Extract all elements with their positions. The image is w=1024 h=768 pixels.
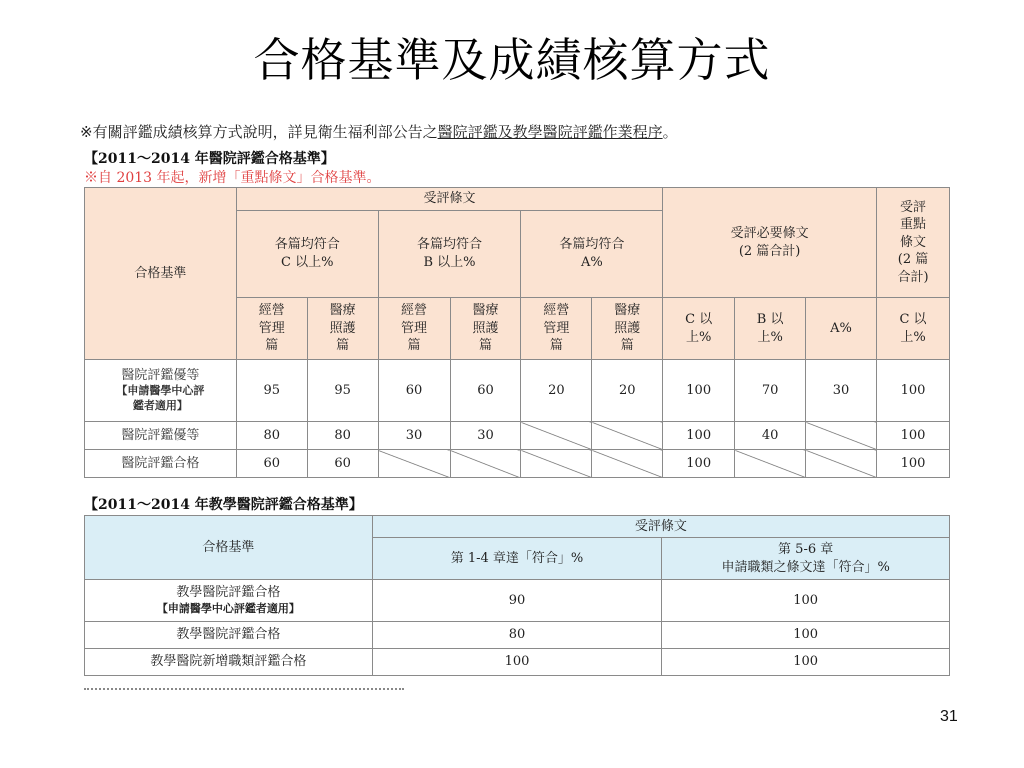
page-number: 31 (940, 708, 958, 725)
note-suffix: 。 (662, 123, 678, 141)
cell: 20 (521, 360, 592, 422)
all-c-above-header: 各篇均符合 C 以上% (236, 211, 378, 298)
cell: 80 (307, 422, 378, 450)
cell: 30 (806, 360, 877, 422)
cell: 60 (307, 450, 378, 478)
sub-header-c-above: C 以 上% (663, 298, 735, 360)
cell: 30 (450, 422, 521, 450)
cell: 90 (372, 580, 662, 622)
empty-cell (592, 422, 663, 450)
cell: 100 (877, 422, 950, 450)
cell: 100 (372, 649, 662, 676)
sub-header-care: 醫療 照護 篇 (307, 298, 378, 360)
sub-header-key-c-above: C 以 上% (877, 298, 950, 360)
row-label: 醫院評鑑優等 (85, 422, 237, 450)
cell: 100 (877, 360, 950, 422)
all-b-above-header: 各篇均符合 B 以上% (378, 211, 521, 298)
cell: 80 (372, 622, 662, 649)
chapter-5-6-header: 第 5-6 章 申請職類之條文達「符合」% (662, 538, 950, 580)
sub-header-management: 經營 管理 篇 (521, 298, 592, 360)
cell: 100 (877, 450, 950, 478)
cell: 60 (450, 360, 521, 422)
cell: 95 (307, 360, 378, 422)
table-row (85, 649, 950, 676)
criteria-header: 合格基準 (85, 188, 237, 360)
chapter-1-4-header: 第 1-4 章達「符合」% (372, 538, 662, 580)
note-prefix: ※有關評鑑成績核算方式說明，詳見衛生福利部公告之 (80, 123, 438, 141)
cropped-edge-divider (84, 688, 404, 693)
empty-cell (521, 450, 592, 478)
cell: 100 (663, 422, 735, 450)
row-label: 醫院評鑑優等 【申請醫學中心評 鑑者適用】 (85, 360, 237, 422)
all-a-header: 各篇均符合 A% (521, 211, 663, 298)
teaching-hospital-table (84, 515, 950, 676)
empty-cell (521, 422, 592, 450)
table-row (85, 622, 950, 649)
sub-header-care: 醫療 照護 篇 (450, 298, 521, 360)
procedure-link[interactable]: 醫院評鑑及教學醫院評鑑作業程序 (437, 123, 663, 141)
sub-header-a: A% (806, 298, 877, 360)
cell: 60 (236, 450, 307, 478)
key-clauses-header: 受評 重點 條文 (2 篇 合計) (877, 188, 950, 298)
key-clause-note: ※自 2013 年起，新增「重點條文」合格基準。 (84, 170, 381, 186)
teaching-hospital-criteria-heading: 【2011～2014 年教學醫院評鑑合格基準】 (84, 497, 363, 513)
cell: 100 (662, 649, 950, 676)
reviewed-clauses-header: 受評條文 (372, 516, 949, 538)
empty-cell (450, 450, 521, 478)
cell: 60 (378, 360, 450, 422)
explanation-note (80, 121, 678, 142)
row-label: 醫院評鑑合格 (85, 450, 237, 478)
table-row (85, 450, 950, 478)
empty-cell (592, 450, 663, 478)
reviewed-clauses-header: 受評條文 (236, 188, 662, 211)
row-label: 教學醫院評鑑合格 (85, 622, 373, 649)
cell: 100 (663, 360, 735, 422)
cell: 30 (378, 422, 450, 450)
mandatory-clauses-header: 受評必要條文 (2 篇合計) (663, 188, 877, 298)
empty-cell (378, 450, 450, 478)
cell: 100 (662, 580, 950, 622)
sub-header-management: 經營 管理 篇 (236, 298, 307, 360)
table-row (85, 360, 950, 422)
slide-title: 合格基準及成績核算方式 (253, 33, 771, 87)
cell: 40 (735, 422, 806, 450)
hospital-criteria-heading: 【2011～2014 年醫院評鑑合格基準】 (84, 151, 335, 167)
criteria-header: 合格基準 (85, 516, 373, 580)
table-row (85, 580, 950, 622)
cell: 70 (735, 360, 806, 422)
cell: 20 (592, 360, 663, 422)
cell: 100 (662, 622, 950, 649)
row-label: 教學醫院評鑑合格 【申請醫學中心評鑑者適用】 (85, 580, 373, 622)
sub-header-management: 經營 管理 篇 (378, 298, 450, 360)
cell: 80 (236, 422, 307, 450)
empty-cell (735, 450, 806, 478)
hospital-accreditation-table (84, 187, 950, 478)
empty-cell (806, 422, 877, 450)
sub-header-care: 醫療 照護 篇 (592, 298, 663, 360)
cell: 100 (663, 450, 735, 478)
table-row (85, 422, 950, 450)
sub-header-b-above: B 以 上% (735, 298, 806, 360)
cell: 95 (236, 360, 307, 422)
row-label: 教學醫院新增職類評鑑合格 (85, 649, 373, 676)
empty-cell (806, 450, 877, 478)
